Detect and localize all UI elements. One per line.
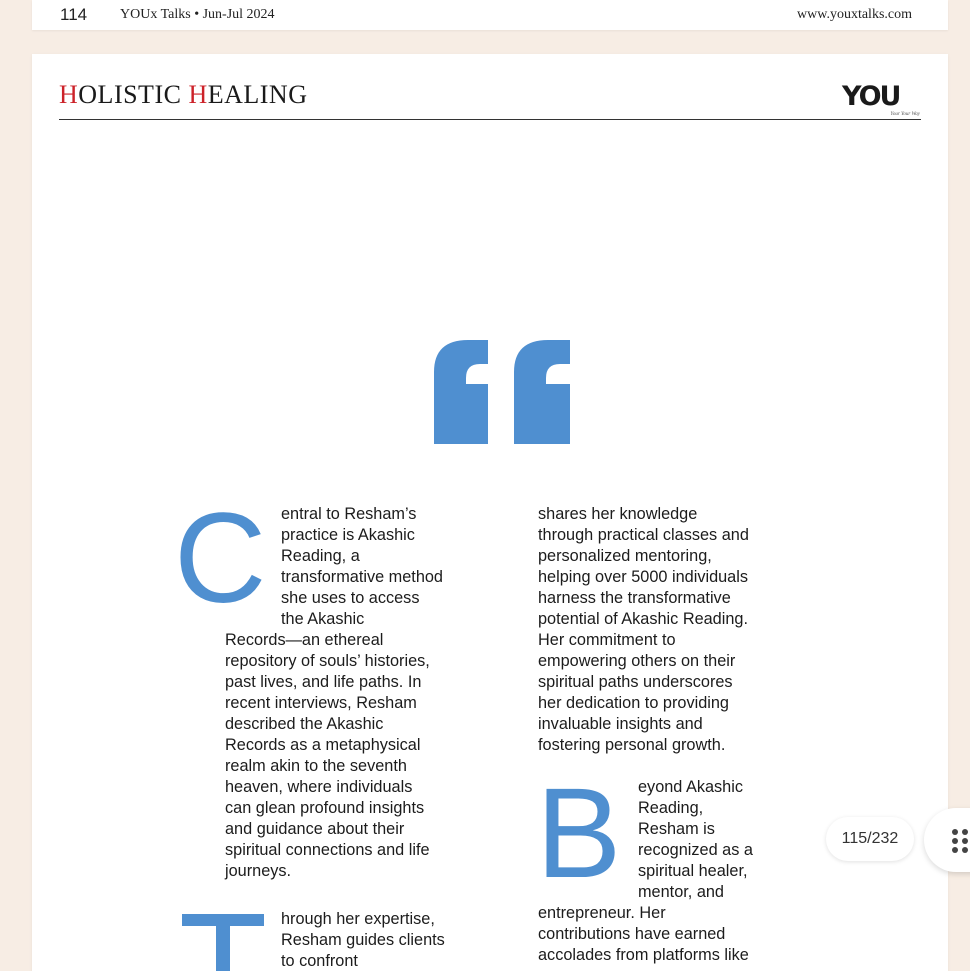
right-para-2: entrepreneur. Her contributions have earned accolades from platforms like: [538, 904, 749, 964]
quote-mark-icon: [432, 340, 572, 444]
right-para-2-beside-cap: eyond Akashic Reading, Resham is recognized as a spiritual healer, mentor, and: [638, 778, 753, 901]
previous-page-footer: [32, 0, 948, 30]
magazine-page: [32, 54, 948, 971]
previous-page-number: 114: [60, 5, 88, 24]
left-para-1-beside-cap: entral to Resham’s practice is Akashic Reading, a transformative method she uses to access the Akashic: [281, 505, 443, 628]
left-para-1: Records—an ethereal repository of souls’ histories, past lives, and life paths. In recent interviews, Resham described the Akashic Records as a metaphysical realm akin to the seventh heaven, where individuals can glean profound insights and guidance about their spiritual connections and life journeys.: [225, 631, 430, 880]
magazine-issue: YOUx Talks • Jun-Jul 2024: [120, 7, 275, 22]
grid-dots-icon: [952, 829, 968, 853]
right-para-1: shares her knowledge through practical classes and personalized mentoring, helping over 5000 individuals harness the transformative potential of Akashic Reading. Her commitment to empowering others on their spiritual paths underscores her dedication to providing invaluable insights and fostering personal growth.: [538, 505, 749, 754]
dropcap-b: B: [536, 762, 622, 905]
you-logo: YOU Your Your Way: [842, 81, 920, 117]
left-para-2-beside-cap: hrough her expertise, Resham guides clients to confront: [281, 910, 445, 970]
page-counter: 115/232: [826, 817, 914, 861]
header-divider: [59, 119, 921, 120]
website-url: www.youxtalks.com: [797, 7, 912, 22]
section-title: HOLISTIC HEALING: [59, 80, 308, 109]
dropcap-t: [182, 914, 264, 971]
dropcap-c: C: [174, 487, 267, 630]
